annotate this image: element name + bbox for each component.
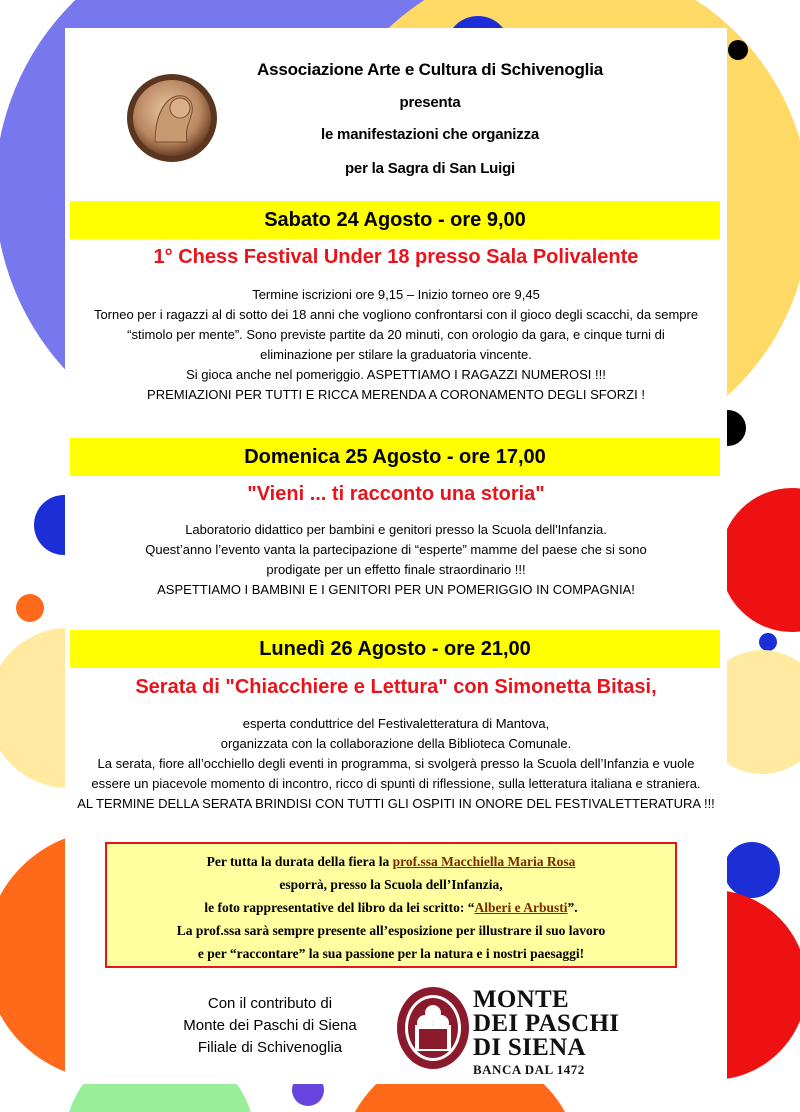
medallion-portrait-image — [125, 72, 220, 164]
event-2-line: ASPETTIAMO I BAMBINI E I GENITORI PER UN POMERIGGIO IN COMPAGNIA! — [157, 582, 635, 597]
event-2-title: "Vieni ... ti racconto una storia" — [247, 483, 545, 505]
blue-dot-right — [724, 842, 780, 898]
bank-name — [473, 988, 619, 1078]
header-sagra: per la Sagra di San Luigi — [344, 160, 516, 177]
event-2-line: Quest’anno l’evento vanta la partecipazione di “esperte” mamme del paese che si sono — [145, 542, 647, 557]
event-3-line: esperta conduttrice del Festivaletteratura di Mantova, — [242, 716, 550, 731]
event-2-line: prodigate per un effetto finale straordinario !!! — [266, 562, 526, 577]
bank-logo-emblem — [395, 985, 471, 1071]
notice-line-5: e per “raccontare” la sua passione per la natura e i nostri paesaggi! — [197, 946, 585, 961]
author-name: prof.ssa Macchiella Maria Rosa — [392, 854, 576, 869]
event-3-description — [65, 714, 727, 814]
notice-line-2: esporrà, presso la Scuola dell’Infanzia, — [279, 877, 503, 892]
header-manifestazioni: le manifestazioni che organizza — [320, 126, 540, 143]
bank-name-line: DEI PASCHI — [473, 1010, 620, 1037]
blue-dot-small-right — [759, 633, 777, 651]
sponsor-line: Monte dei Paschi di Siena — [183, 1017, 357, 1034]
notice-line-3 — [107, 896, 675, 919]
header-presenta: presenta — [399, 94, 461, 111]
notice-line-1 — [107, 850, 675, 873]
notice-line-4: La prof.ssa sarà sempre presente all’esposizione per illustrare il suo lavoro — [176, 923, 606, 938]
notice-line-1-text: Per tutta la durata della fiera la — [206, 854, 393, 869]
event-1-line: eliminazione per stilare la graduatoria vincente. — [260, 347, 532, 362]
event-2-date-banner: Domenica 25 Agosto - ore 17,00 — [70, 438, 720, 476]
event-3-line: AL TERMINE DELLA SERATA BRINDISI CON TUTTI GLI OSPITI IN ONORE DEL FESTIVALETTERATURA !!! — [77, 796, 715, 811]
event-1-description — [65, 285, 727, 405]
notice-line-3-text: le foto rappresentative del libro da lei scritto: “ — [204, 900, 475, 915]
event-3-date-banner: Lunedì 26 Agosto - ore 21,00 — [70, 630, 720, 668]
sponsor-line: Con il contributo di — [207, 995, 333, 1012]
event-1-line: “stimolo per mente”. Sono previste partite da 20 minuti, con orologio da gara, e cinque turni di — [127, 327, 665, 342]
event-1-line: Torneo per i ragazzi al di sotto dei 18 anni che vogliono confrontarsi con il gioco degli scacchi, da sempre — [93, 307, 699, 322]
event-1-line: Si gioca anche nel pomeriggio. ASPETTIAMO I RAGAZZI NUMEROSI !!! — [186, 367, 606, 382]
red-half-circle-right — [720, 488, 800, 632]
event-2-description — [65, 520, 727, 600]
exhibition-notice-box — [105, 842, 677, 968]
bank-name-line: MONTE — [473, 986, 569, 1013]
sponsor-credit — [150, 993, 390, 1059]
black-dot-top-right — [728, 40, 748, 60]
sponsor-line: Filiale di Schivenoglia — [197, 1039, 343, 1056]
event-1-date-banner: Sabato 24 Agosto - ore 9,00 — [70, 201, 720, 239]
event-3-title: Serata di "Chiacchiere e Lettura" con Simonetta Bitasi, — [135, 676, 657, 698]
event-2-line: Laboratorio didattico per bambini e genitori presso la Scuola dell'Infanzia. — [185, 522, 607, 537]
bank-tagline: BANCA DAL 1472 — [473, 1062, 585, 1077]
event-3-line: La serata, fiore all’occhiello degli eventi in programma, si svolgerà presso la Scuola dell’Infanzia e vuole — [97, 756, 695, 771]
event-3-line: organizzata con la collaborazione della Biblioteca Comunale. — [220, 736, 572, 751]
event-1-line: Termine iscrizioni ore 9,15 – Inizio torneo ore 9,45 — [252, 287, 540, 302]
bank-name-line: DI SIENA — [473, 1034, 586, 1061]
book-title: Alberi e Arbusti — [474, 900, 568, 915]
notice-line-3-end: ”. — [567, 900, 578, 915]
orange-dot-left — [16, 594, 44, 622]
association-name: Associazione Arte e Cultura di Schivenoglia — [257, 60, 603, 79]
event-1-title: 1° Chess Festival Under 18 presso Sala Polivalente — [153, 246, 639, 268]
event-1-line: PREMIAZIONI PER TUTTI E RICCA MERENDA A CORONAMENTO DEGLI SFORZI ! — [147, 387, 645, 402]
event-3-line: essere un piacevole momento di incontro, ricco di spunti di riflessione, sulla letteratura italiana e straniera. — [91, 776, 701, 791]
